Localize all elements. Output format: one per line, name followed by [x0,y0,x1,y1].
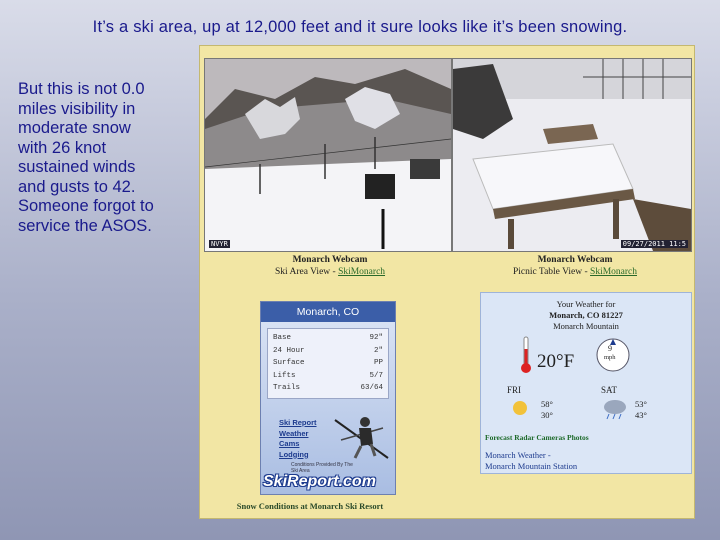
snow-row-value: 63/64 [360,384,383,392]
body-line: and gusts to 42. [18,177,136,196]
ski-webcam-link[interactable]: SkiMonarch [338,267,386,277]
skireport-logo: SkiReport.com [263,473,376,490]
snow-report-table [267,328,389,399]
body-line: But this is not 0.0 [18,80,145,98]
day1-high: 58° [541,399,553,409]
forecast-day-2-temps [635,399,647,421]
weather-heading-line: Your Weather for [556,299,616,309]
rain-cloud-icon [601,397,629,421]
ski-webcam-caption [245,254,415,278]
picnic-webcam-title: Monarch Webcam [537,255,613,265]
picnic-table-illustration [453,59,691,251]
weather-station [485,450,577,471]
slide-body-text [18,80,203,236]
body-line: moderate snow [18,119,131,137]
skier-illustration [333,410,391,468]
forecast-day-1: FRI [507,385,522,395]
day2-high: 53° [635,399,647,409]
link-ski-report[interactable]: Ski Report [279,418,317,427]
snow-row-value: 5/7 [369,371,383,380]
link-lodging[interactable]: Lodging [279,449,309,459]
snow-row-label: Trails [273,384,301,392]
snow-row [273,370,383,383]
footnote-line: Conditions Provided By The [291,462,353,468]
weather-location: Monarch, CO 81227 [549,310,623,320]
current-temperature: 20°F [537,351,575,372]
snow-row [273,332,383,345]
snow-report-links [279,418,317,460]
ski-webcam-title: Monarch Webcam [292,255,368,265]
station-line: Monarch Weather - [485,450,551,460]
weather-widget [480,292,692,474]
weather-links[interactable]: Forecast Radar Cameras Photos [485,433,589,442]
picnic-webcam-caption [485,254,665,278]
ski-area-webcam-image [204,58,452,252]
snow-row-label: Base [273,334,292,342]
snow-row-value: 92" [369,334,383,342]
weather-heading [481,299,691,332]
snow-conditions-caption: Snow Conditions at Monarch Ski Resort [236,501,384,511]
body-line: service the ASOS. [18,216,152,235]
wind-speed: 9 [608,344,612,353]
picnic-table-webcam-image [452,58,692,252]
footnote-line: Ski Area [291,468,310,474]
webcam-stamp-left: NVYR [211,240,228,248]
weather-station-name: Monarch Mountain [553,321,619,331]
body-line: sustained winds [18,158,136,176]
snow-row [273,345,383,358]
link-cams[interactable]: Cams [279,439,300,448]
picnic-webcam-link[interactable]: SkiMonarch [590,267,637,277]
day2-low: 43° [635,410,647,420]
wind-unit: mph [604,354,616,361]
snow-row [273,357,383,370]
snow-row [273,382,383,395]
body-line: Someone forgot to [18,197,154,215]
snow-row-label: 24 Hour [273,346,305,355]
body-line: miles visibility in [18,99,136,118]
forecast-day-1-temps [541,399,553,421]
webpage-screenshot-panel [199,45,695,519]
ski-slope-illustration [205,59,451,251]
snow-report-widget [260,301,396,495]
snow-report-header: Monarch, CO [261,302,395,322]
day1-low: 30° [541,410,553,420]
picnic-webcam-subtitle: Picnic Table View - [512,267,591,277]
sunny-icon [509,397,533,419]
snow-row-value: PP [373,359,383,367]
ski-webcam-subtitle: Ski Area View - [274,267,339,277]
snow-row-label: Lifts [273,371,296,380]
webcam-timestamp: 09/27/2011 11:5 [622,240,686,248]
thermometer-icon [519,335,533,375]
station-line: Monarch Mountain Station [485,460,578,471]
link-weather[interactable]: Weather [279,428,309,438]
slide-title: It’s a ski area, up at 12,000 feet and it sure looks like it’s been snowing. [92,18,628,36]
body-line: with 26 knot [18,138,107,157]
snow-row-value: 2" [373,346,383,355]
snow-row-label: Surface [273,359,305,367]
forecast-day-2: SAT [601,385,618,395]
